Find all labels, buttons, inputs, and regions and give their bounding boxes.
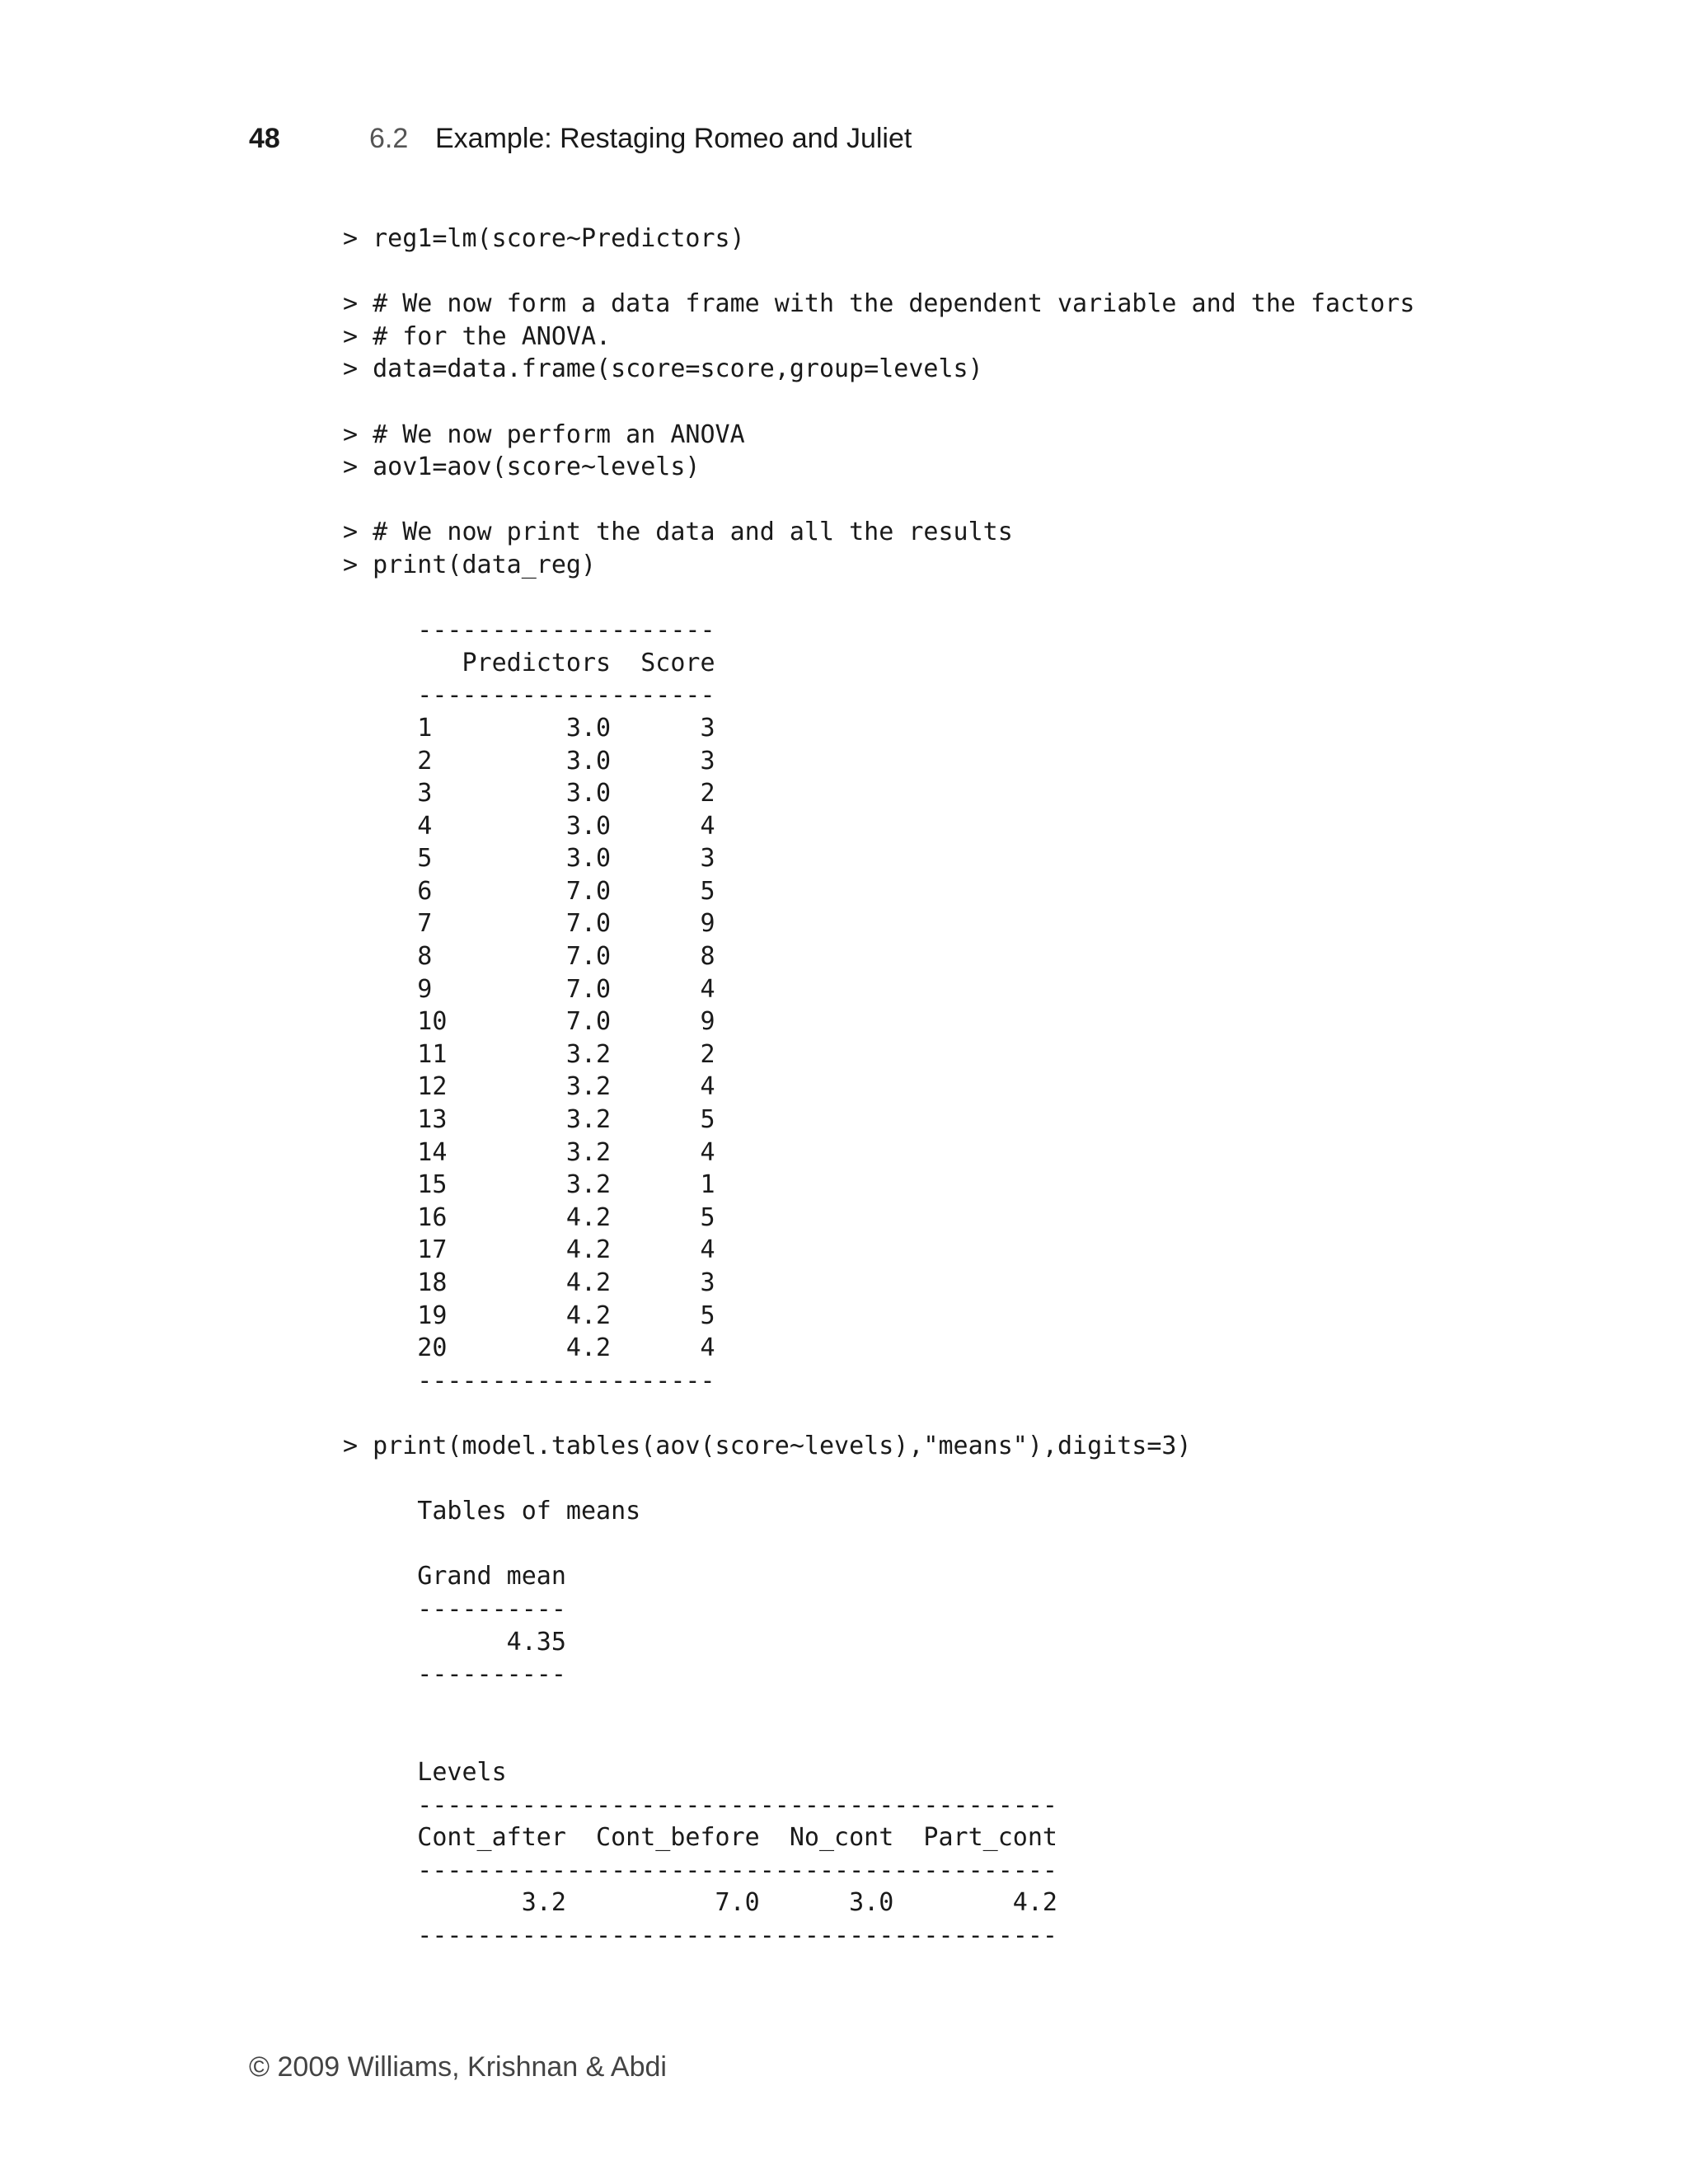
code-line: > aov1=aov(score~levels): [343, 452, 701, 482]
code-line: 8 7.0 8: [343, 942, 715, 972]
code-line: 11 3.2 2: [343, 1039, 715, 1069]
code-line: [343, 386, 1414, 419]
code-line: > print(model.tables(aov(score~levels),"means"),digits=3): [343, 1431, 1192, 1460]
code-line: 10 7.0 9: [343, 1007, 715, 1037]
section-number: 6.2: [369, 123, 409, 154]
page-number: 48: [249, 123, 280, 154]
code-line: 4 3.0 4: [343, 811, 715, 841]
code-line: [343, 582, 1414, 615]
code-line: 3.2 7.0 3.0 4.2: [343, 1888, 1057, 1918]
code-line: [343, 1397, 1414, 1430]
code-line: --------------------: [343, 681, 715, 710]
code-line: Predictors Score: [343, 648, 715, 677]
code-line: -------------------------------------------: [343, 1855, 1057, 1885]
code-line: 18 4.2 3: [343, 1268, 715, 1297]
code-line: [343, 484, 1414, 517]
code-line: [343, 1723, 1414, 1756]
code-line: 19 4.2 5: [343, 1301, 715, 1330]
code-line: 14 3.2 4: [343, 1137, 715, 1167]
code-line: > # We now print the data and all the results: [343, 518, 1013, 547]
code-line: > data=data.frame(score=score,group=levels): [343, 354, 983, 384]
code-line: > # We now perform an ANOVA: [343, 419, 745, 449]
code-line: 6 7.0 5: [343, 876, 715, 906]
code-line: 7 7.0 9: [343, 909, 715, 939]
code-line: 20 4.2 4: [343, 1333, 715, 1363]
section-title: Example: Restaging Romeo and Juliet: [435, 123, 912, 154]
code-line: 12 3.2 4: [343, 1072, 715, 1102]
code-line: -------------------------------------------: [343, 1920, 1057, 1950]
code-line: 9 7.0 4: [343, 974, 715, 1004]
code-line: ----------: [343, 1660, 566, 1690]
code-line: Tables of means: [343, 1497, 641, 1526]
code-line: [343, 1528, 1414, 1561]
code-line: [343, 1463, 1414, 1496]
code-line: 2 3.0 3: [343, 746, 715, 776]
code-line: --------------------: [343, 616, 715, 645]
code-line: 3 3.0 2: [343, 779, 715, 808]
code-line: Grand mean: [343, 1562, 566, 1591]
code-line: 15 3.2 1: [343, 1170, 715, 1200]
code-line: Cont_after Cont_before No_cont Part_cont: [343, 1823, 1057, 1853]
code-line: > # We now form a data frame with the dependent variable and the factors: [343, 289, 1415, 319]
code-line: 17 4.2 4: [343, 1235, 715, 1265]
code-line: -------------------------------------------: [343, 1790, 1057, 1820]
code-line: > # for the ANOVA.: [343, 321, 612, 351]
code-line: > print(data_reg): [343, 550, 597, 579]
code-line: [343, 255, 1414, 288]
code-line: Levels: [343, 1757, 507, 1787]
copyright-footer: © 2009 Williams, Krishnan & Abdi: [249, 2051, 667, 2083]
code-line: ----------: [343, 1594, 566, 1624]
code-line: 13 3.2 5: [343, 1105, 715, 1135]
code-line: 16 4.2 5: [343, 1202, 715, 1232]
code-line: 5 3.0 3: [343, 844, 715, 874]
code-line: > reg1=lm(score~Predictors): [343, 224, 745, 253]
code-line: 4.35: [343, 1627, 566, 1657]
code-line: --------------------: [343, 1366, 715, 1395]
code-line: [343, 1691, 1414, 1724]
r-code-listing: [343, 223, 1414, 1952]
code-line: 1 3.0 3: [343, 713, 715, 743]
